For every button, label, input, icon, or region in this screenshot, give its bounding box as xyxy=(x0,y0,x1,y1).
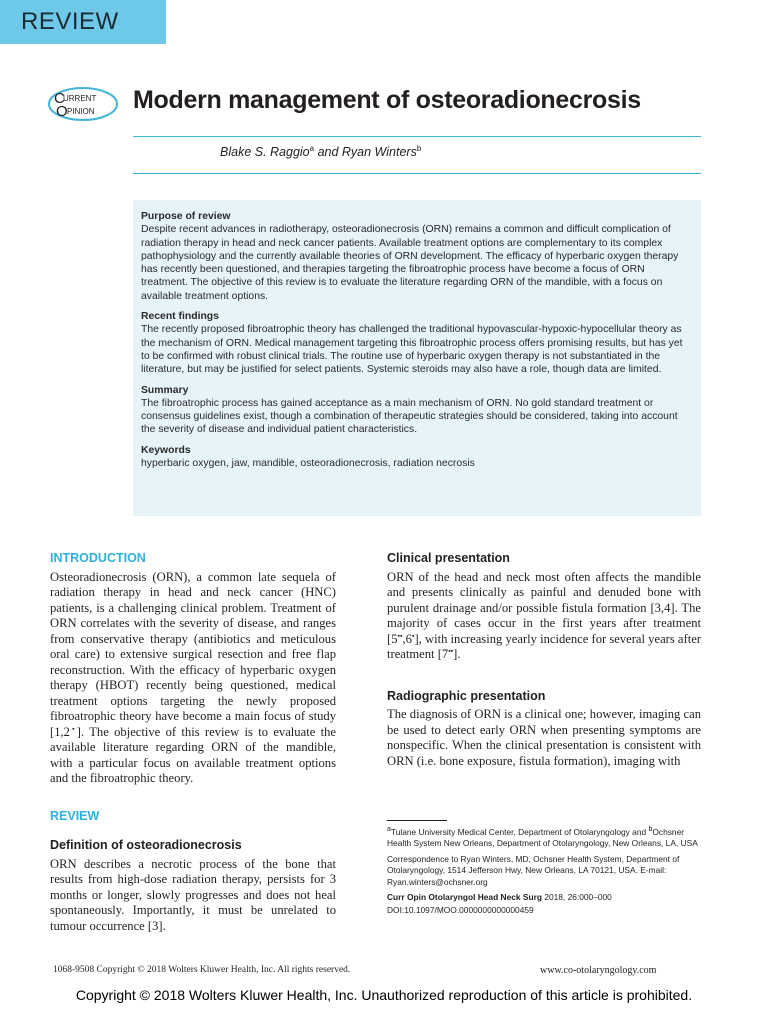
footnote-rule xyxy=(387,820,447,821)
left-column xyxy=(50,551,336,934)
logo-text-opinion: PINION xyxy=(67,107,95,116)
journal-citation: Curr Opin Otolaryngol Head Neck Surg 2018, 26:000–000 xyxy=(387,892,612,903)
title-rule xyxy=(133,136,701,137)
summary-heading: Summary xyxy=(141,384,189,396)
definition-text: ORN describes a necrotic process of the bone that results from high-dose radiation therapy, persists for 3 months or longer, slowly progresses and does not heal spontaneously. Importantly, it must be unrelated to tumour occurrence [3]. xyxy=(50,856,336,933)
summary-text: The fibroatrophic process has gained acceptance as a main mechanism of ORN. No gold standard treatment or consensus guidelines exist, though a combination of therapeutic strategies should be considered, taking into account the severity of disease and individual patient characteristics. xyxy=(141,397,678,436)
review-heading: REVIEW xyxy=(50,808,100,823)
footer-website: www.co-otolaryngology.com xyxy=(540,965,657,976)
authors-rule xyxy=(133,173,701,174)
keywords-heading: Keywords xyxy=(141,444,191,456)
purpose-text: Despite recent advances in radiotherapy, osteoradionecrosis (ORN) remains a common and difficult complication of radiation therapy in head and neck cancer patients. Available treatment options are complementary to its complex pathophysiology and the currently available theories of ORN development. The efficacy of hyperbaric oxygen therapy has recently been questioned, and therapies targeting the fibroatrophic process have become a focus of ORN treatment. The objective of this review is to evaluate the literature regarding ORN of the mandible, with a focus on available treatment options. xyxy=(141,224,679,302)
clinical-text: ORN of the head and neck most often affects the mandible and presents clinically as painful and denuded bone with purulent drainage and/or possible fistula formation [3,4]. The majority of cases occur in the first years after treatment [5▪▪,6▪], with increasing yearly incidence for several years after treatment [7▪▪]. xyxy=(387,569,701,661)
intro-text: Osteoradionecrosis (ORN), a common late sequela of radiation therapy in head and neck cancer (HNC) patients, is a challenging clinical problem. Treatment of ORN correlates with the severity of disease, and ranges from conservative therapy (antibiotics and meticulous oral care) to extensive surgical resection and free flap reconstruction. With the efficacy of hyperbaric oxygen therapy (HBOT) recently being questioned, medical treatment options targeting the newly proposed fibroatrophic theory have become a main focus of study [1,2▪]. The objective of this review is to evaluate the available literature regarding ORN of the mandible, with a particular focus on available treatment options and the fibroatrophic theory. xyxy=(50,569,336,785)
abstract-box xyxy=(133,200,701,516)
section-tab: REVIEW xyxy=(0,0,166,44)
intro-heading: INTRODUCTION xyxy=(50,551,146,565)
right-column xyxy=(387,551,701,769)
radiographic-heading: Radiographic presentation xyxy=(387,688,546,703)
svg-text:O: O xyxy=(56,103,68,120)
affiliations: $^a$Tulane University Medical Center, Department of Otolaryngology and $^b$Ochsner Health System New Orleans, Department of Otolaryngology, New Orleans, LA, USA xyxy=(387,826,698,849)
logo-text-current: URRENT xyxy=(63,94,97,103)
definition-heading: Definition of osteoradionecrosis xyxy=(50,838,242,852)
footer-copyright: 1068-9508 Copyright © 2018 Wolters Kluwer Health, Inc. All rights reserved. xyxy=(53,965,351,975)
copyright-notice: Copyright © 2018 Wolters Kluwer Health, Inc. Unauthorized reproduction of this article is prohibited. xyxy=(75,987,693,1003)
svg-text:C: C xyxy=(54,90,65,107)
correspondence: Correspondence to Ryan Winters, MD, Ochsner Health System, Department of Otolaryngology, 1514 Jefferson Hwy, New Orleans, LA 70121, USA. E-mail: Ryan.winters@ochsner.org xyxy=(387,853,680,887)
clinical-heading: Clinical presentation xyxy=(387,551,510,565)
doi: DOI:10.1097/MOO.0000000000000459 xyxy=(387,905,534,916)
authors: Blake S. Raggio$^a$ and Ryan Winters$^b$ xyxy=(220,143,422,159)
keywords-text: hyperbaric oxygen, jaw, mandible, osteoradionecrosis, radiation necrosis xyxy=(141,458,475,470)
article-title: Modern management of osteoradionecrosis xyxy=(133,86,641,114)
purpose-heading: Purpose of review xyxy=(141,211,231,222)
findings-heading: Recent findings xyxy=(141,311,219,323)
footnotes xyxy=(387,827,701,921)
radiographic-text: The diagnosis of ORN is a clinical one; however, imaging can be used to detect early ORN when presenting symptoms are nonspecific. When the clinical presentation is consistent with ORN (i.e. bone exposure, fistula formation), imaging with xyxy=(387,707,701,768)
findings-text: The recently proposed fibroatrophic theory has challenged the traditional hypovascular-hypoxic-hypocellular theory as the mechanism of ORN. Medical management targeting this fibroatrophic process offers promising results, but has yet to be confirmed with robust clinical trials. The routine use of hyperbaric oxygen therapy is not substantiated in the literature, but may be justified for select patients. Systemic steroids may also have a role, though data are limited. xyxy=(141,324,683,376)
current-opinion-logo xyxy=(47,86,119,122)
